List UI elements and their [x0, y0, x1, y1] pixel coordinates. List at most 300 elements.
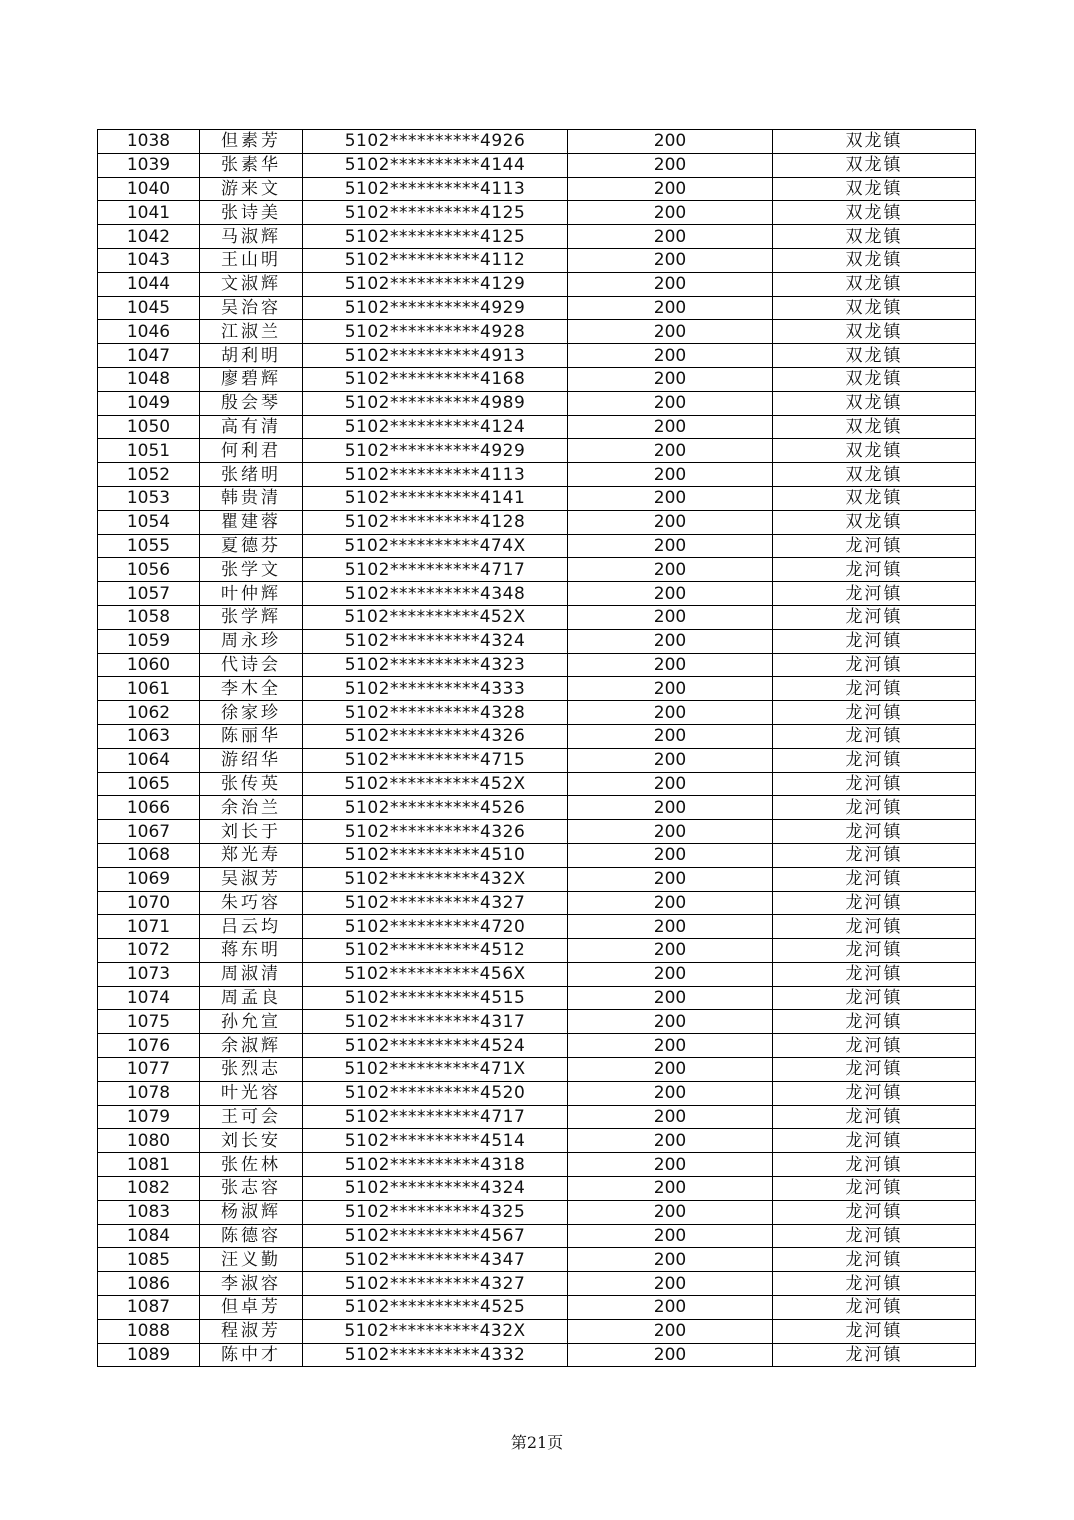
name-cell: 吕云均 — [200, 915, 303, 939]
serial-number-cell: 1059 — [98, 629, 200, 653]
table-row — [98, 605, 976, 629]
town-cell: 双龙镇 — [773, 320, 976, 344]
id-number-cell: 5102**********4317 — [303, 1010, 568, 1034]
name-cell: 殷会琴 — [200, 391, 303, 415]
name-cell: 周永珍 — [200, 629, 303, 653]
table-row — [98, 1319, 976, 1343]
name-cell: 何利君 — [200, 439, 303, 463]
town-cell: 双龙镇 — [773, 153, 976, 177]
table-row — [98, 510, 976, 534]
name-cell: 夏德芬 — [200, 534, 303, 558]
town-cell: 龙河镇 — [773, 629, 976, 653]
serial-number-cell: 1081 — [98, 1153, 200, 1177]
amount-cell: 200 — [568, 201, 773, 225]
town-cell: 龙河镇 — [773, 986, 976, 1010]
serial-number-cell: 1088 — [98, 1319, 200, 1343]
id-number-cell: 5102**********4144 — [303, 153, 568, 177]
town-cell: 龙河镇 — [773, 820, 976, 844]
town-cell: 龙河镇 — [773, 1034, 976, 1058]
name-cell: 蒋东明 — [200, 939, 303, 963]
id-number-cell: 5102**********4112 — [303, 248, 568, 272]
serial-number-cell: 1047 — [98, 344, 200, 368]
amount-cell: 200 — [568, 629, 773, 653]
table-row — [98, 1248, 976, 1272]
id-number-cell: 5102**********4929 — [303, 439, 568, 463]
table-row — [98, 367, 976, 391]
town-cell: 双龙镇 — [773, 391, 976, 415]
serial-number-cell: 1068 — [98, 843, 200, 867]
amount-cell: 200 — [568, 225, 773, 249]
amount-cell: 200 — [568, 1319, 773, 1343]
id-number-cell: 5102**********4348 — [303, 582, 568, 606]
serial-number-cell: 1041 — [98, 201, 200, 225]
id-number-cell: 5102**********4520 — [303, 1081, 568, 1105]
amount-cell: 200 — [568, 534, 773, 558]
name-cell: 陈中才 — [200, 1343, 303, 1367]
serial-number-cell: 1069 — [98, 867, 200, 891]
name-cell: 张烈志 — [200, 1058, 303, 1082]
amount-cell: 200 — [568, 510, 773, 534]
amount-cell: 200 — [568, 296, 773, 320]
town-cell: 龙河镇 — [773, 1224, 976, 1248]
table-row — [98, 1081, 976, 1105]
town-cell: 双龙镇 — [773, 367, 976, 391]
table-row — [98, 1058, 976, 1082]
serial-number-cell: 1044 — [98, 272, 200, 296]
table-row — [98, 701, 976, 725]
table-row — [98, 153, 976, 177]
table-row — [98, 486, 976, 510]
table-row — [98, 248, 976, 272]
serial-number-cell: 1089 — [98, 1343, 200, 1367]
id-number-cell: 5102**********4926 — [303, 130, 568, 154]
town-cell: 龙河镇 — [773, 843, 976, 867]
name-cell: 文淑辉 — [200, 272, 303, 296]
town-cell: 龙河镇 — [773, 1153, 976, 1177]
name-cell: 余淑辉 — [200, 1034, 303, 1058]
name-cell: 汪义勤 — [200, 1248, 303, 1272]
town-cell: 龙河镇 — [773, 1296, 976, 1320]
town-cell: 龙河镇 — [773, 701, 976, 725]
table-row — [98, 986, 976, 1010]
amount-cell: 200 — [568, 391, 773, 415]
serial-number-cell: 1066 — [98, 796, 200, 820]
id-number-cell: 5102**********4989 — [303, 391, 568, 415]
table-row — [98, 1272, 976, 1296]
amount-cell: 200 — [568, 724, 773, 748]
id-number-cell: 5102**********4318 — [303, 1153, 568, 1177]
town-cell: 双龙镇 — [773, 248, 976, 272]
table-row — [98, 272, 976, 296]
amount-cell: 200 — [568, 1081, 773, 1105]
amount-cell: 200 — [568, 486, 773, 510]
name-cell: 周淑清 — [200, 962, 303, 986]
name-cell: 吴治容 — [200, 296, 303, 320]
serial-number-cell: 1061 — [98, 677, 200, 701]
id-number-cell: 5102**********4526 — [303, 796, 568, 820]
table-row — [98, 629, 976, 653]
id-number-cell: 5102**********4327 — [303, 1272, 568, 1296]
town-cell: 龙河镇 — [773, 1319, 976, 1343]
serial-number-cell: 1073 — [98, 962, 200, 986]
town-cell: 双龙镇 — [773, 415, 976, 439]
name-cell: 刘长安 — [200, 1129, 303, 1153]
table-row — [98, 558, 976, 582]
amount-cell: 200 — [568, 415, 773, 439]
town-cell: 龙河镇 — [773, 1248, 976, 1272]
amount-cell: 200 — [568, 843, 773, 867]
name-cell: 但素芳 — [200, 130, 303, 154]
amount-cell: 200 — [568, 915, 773, 939]
table-row — [98, 1296, 976, 1320]
amount-cell: 200 — [568, 1010, 773, 1034]
table-row — [98, 748, 976, 772]
table-row — [98, 320, 976, 344]
serial-number-cell: 1040 — [98, 177, 200, 201]
table-row — [98, 1153, 976, 1177]
id-number-cell: 5102**********4567 — [303, 1224, 568, 1248]
town-cell: 龙河镇 — [773, 915, 976, 939]
town-cell: 双龙镇 — [773, 510, 976, 534]
id-number-cell: 5102**********4324 — [303, 1177, 568, 1201]
table-row — [98, 915, 976, 939]
amount-cell: 200 — [568, 1272, 773, 1296]
town-cell: 双龙镇 — [773, 130, 976, 154]
amount-cell: 200 — [568, 1058, 773, 1082]
amount-cell: 200 — [568, 986, 773, 1010]
name-cell: 张学辉 — [200, 605, 303, 629]
amount-cell: 200 — [568, 367, 773, 391]
town-cell: 龙河镇 — [773, 582, 976, 606]
name-cell: 张诗美 — [200, 201, 303, 225]
subsidy-roster-table — [97, 129, 976, 1367]
id-number-cell: 5102**********4928 — [303, 320, 568, 344]
town-cell: 龙河镇 — [773, 1177, 976, 1201]
id-number-cell: 5102**********4125 — [303, 225, 568, 249]
amount-cell: 200 — [568, 748, 773, 772]
serial-number-cell: 1076 — [98, 1034, 200, 1058]
town-cell: 双龙镇 — [773, 225, 976, 249]
amount-cell: 200 — [568, 1177, 773, 1201]
serial-number-cell: 1072 — [98, 939, 200, 963]
name-cell: 张绪明 — [200, 463, 303, 487]
serial-number-cell: 1086 — [98, 1272, 200, 1296]
id-number-cell: 5102**********4328 — [303, 701, 568, 725]
table-row — [98, 296, 976, 320]
name-cell: 张志容 — [200, 1177, 303, 1201]
amount-cell: 200 — [568, 1296, 773, 1320]
serial-number-cell: 1054 — [98, 510, 200, 534]
name-cell: 游绍华 — [200, 748, 303, 772]
id-number-cell: 5102**********432X — [303, 867, 568, 891]
name-cell: 李木全 — [200, 677, 303, 701]
name-cell: 周孟良 — [200, 986, 303, 1010]
amount-cell: 200 — [568, 1343, 773, 1367]
amount-cell: 200 — [568, 344, 773, 368]
amount-cell: 200 — [568, 772, 773, 796]
town-cell: 龙河镇 — [773, 1343, 976, 1367]
serial-number-cell: 1067 — [98, 820, 200, 844]
amount-cell: 200 — [568, 1034, 773, 1058]
name-cell: 但卓芳 — [200, 1296, 303, 1320]
table-row — [98, 1224, 976, 1248]
amount-cell: 200 — [568, 939, 773, 963]
table-row — [98, 867, 976, 891]
serial-number-cell: 1062 — [98, 701, 200, 725]
serial-number-cell: 1058 — [98, 605, 200, 629]
name-cell: 吴淑芳 — [200, 867, 303, 891]
table-row — [98, 201, 976, 225]
serial-number-cell: 1079 — [98, 1105, 200, 1129]
table-row — [98, 962, 976, 986]
town-cell: 龙河镇 — [773, 939, 976, 963]
table-row — [98, 843, 976, 867]
id-number-cell: 5102**********4514 — [303, 1129, 568, 1153]
town-cell: 龙河镇 — [773, 748, 976, 772]
town-cell: 龙河镇 — [773, 724, 976, 748]
town-cell: 双龙镇 — [773, 439, 976, 463]
id-number-cell: 5102**********452X — [303, 605, 568, 629]
id-number-cell: 5102**********4125 — [303, 201, 568, 225]
town-cell: 龙河镇 — [773, 1010, 976, 1034]
name-cell: 陈德容 — [200, 1224, 303, 1248]
amount-cell: 200 — [568, 701, 773, 725]
amount-cell: 200 — [568, 558, 773, 582]
serial-number-cell: 1060 — [98, 653, 200, 677]
name-cell: 孙允宣 — [200, 1010, 303, 1034]
serial-number-cell: 1057 — [98, 582, 200, 606]
id-number-cell: 5102**********4717 — [303, 558, 568, 582]
amount-cell: 200 — [568, 463, 773, 487]
town-cell: 龙河镇 — [773, 677, 976, 701]
name-cell: 韩贵清 — [200, 486, 303, 510]
id-number-cell: 5102**********4124 — [303, 415, 568, 439]
town-cell: 龙河镇 — [773, 796, 976, 820]
town-cell: 龙河镇 — [773, 1200, 976, 1224]
amount-cell: 200 — [568, 130, 773, 154]
id-number-cell: 5102**********474X — [303, 534, 568, 558]
table-row — [98, 1343, 976, 1367]
serial-number-cell: 1078 — [98, 1081, 200, 1105]
id-number-cell: 5102**********4129 — [303, 272, 568, 296]
table-row — [98, 534, 976, 558]
table-row — [98, 225, 976, 249]
town-cell: 龙河镇 — [773, 1272, 976, 1296]
table-row — [98, 677, 976, 701]
table-row — [98, 582, 976, 606]
serial-number-cell: 1048 — [98, 367, 200, 391]
name-cell: 陈丽华 — [200, 724, 303, 748]
town-cell: 双龙镇 — [773, 296, 976, 320]
name-cell: 李淑容 — [200, 1272, 303, 1296]
serial-number-cell: 1082 — [98, 1177, 200, 1201]
id-number-cell: 5102**********4913 — [303, 344, 568, 368]
id-number-cell: 5102**********4720 — [303, 915, 568, 939]
town-cell: 龙河镇 — [773, 653, 976, 677]
table-row — [98, 415, 976, 439]
id-number-cell: 5102**********4113 — [303, 177, 568, 201]
amount-cell: 200 — [568, 796, 773, 820]
id-number-cell: 5102**********4510 — [303, 843, 568, 867]
name-cell: 江淑兰 — [200, 320, 303, 344]
table-row — [98, 653, 976, 677]
id-number-cell: 5102**********4333 — [303, 677, 568, 701]
id-number-cell: 5102**********4327 — [303, 891, 568, 915]
serial-number-cell: 1045 — [98, 296, 200, 320]
id-number-cell: 5102**********4324 — [303, 629, 568, 653]
serial-number-cell: 1087 — [98, 1296, 200, 1320]
table-row — [98, 463, 976, 487]
amount-cell: 200 — [568, 582, 773, 606]
name-cell: 张素华 — [200, 153, 303, 177]
id-number-cell: 5102**********4141 — [303, 486, 568, 510]
name-cell: 张传英 — [200, 772, 303, 796]
id-number-cell: 5102**********4929 — [303, 296, 568, 320]
amount-cell: 200 — [568, 320, 773, 344]
serial-number-cell: 1074 — [98, 986, 200, 1010]
town-cell: 龙河镇 — [773, 1058, 976, 1082]
table-row — [98, 1105, 976, 1129]
serial-number-cell: 1084 — [98, 1224, 200, 1248]
serial-number-cell: 1049 — [98, 391, 200, 415]
serial-number-cell: 1038 — [98, 130, 200, 154]
amount-cell: 200 — [568, 272, 773, 296]
name-cell: 叶仲辉 — [200, 582, 303, 606]
table-row — [98, 891, 976, 915]
name-cell: 胡利明 — [200, 344, 303, 368]
town-cell: 双龙镇 — [773, 177, 976, 201]
town-cell: 龙河镇 — [773, 962, 976, 986]
amount-cell: 200 — [568, 653, 773, 677]
amount-cell: 200 — [568, 867, 773, 891]
serial-number-cell: 1083 — [98, 1200, 200, 1224]
table-row — [98, 1034, 976, 1058]
serial-number-cell: 1085 — [98, 1248, 200, 1272]
id-number-cell: 5102**********4128 — [303, 510, 568, 534]
serial-number-cell: 1043 — [98, 248, 200, 272]
name-cell: 叶光容 — [200, 1081, 303, 1105]
page-number: 第21页 — [510, 1433, 564, 1452]
serial-number-cell: 1065 — [98, 772, 200, 796]
table-row — [98, 177, 976, 201]
serial-number-cell: 1050 — [98, 415, 200, 439]
serial-number-cell: 1075 — [98, 1010, 200, 1034]
id-number-cell: 5102**********4512 — [303, 939, 568, 963]
table-row — [98, 1010, 976, 1034]
name-cell: 游来文 — [200, 177, 303, 201]
id-number-cell: 5102**********432X — [303, 1319, 568, 1343]
id-number-cell: 5102**********4113 — [303, 463, 568, 487]
serial-number-cell: 1046 — [98, 320, 200, 344]
name-cell: 刘长于 — [200, 820, 303, 844]
table-row — [98, 130, 976, 154]
amount-cell: 200 — [568, 891, 773, 915]
town-cell: 双龙镇 — [773, 486, 976, 510]
amount-cell: 200 — [568, 1105, 773, 1129]
town-cell: 龙河镇 — [773, 891, 976, 915]
table-row — [98, 724, 976, 748]
serial-number-cell: 1051 — [98, 439, 200, 463]
town-cell: 龙河镇 — [773, 1081, 976, 1105]
town-cell: 双龙镇 — [773, 272, 976, 296]
id-number-cell: 5102**********456X — [303, 962, 568, 986]
table-row — [98, 439, 976, 463]
table-row — [98, 1200, 976, 1224]
name-cell: 程淑芳 — [200, 1319, 303, 1343]
table-row — [98, 1177, 976, 1201]
serial-number-cell: 1077 — [98, 1058, 200, 1082]
id-number-cell: 5102**********4326 — [303, 724, 568, 748]
serial-number-cell: 1070 — [98, 891, 200, 915]
amount-cell: 200 — [568, 248, 773, 272]
table-row — [98, 939, 976, 963]
town-cell: 双龙镇 — [773, 201, 976, 225]
serial-number-cell: 1063 — [98, 724, 200, 748]
id-number-cell: 5102**********4323 — [303, 653, 568, 677]
name-cell: 瞿建蓉 — [200, 510, 303, 534]
id-number-cell: 5102**********4515 — [303, 986, 568, 1010]
table-row — [98, 820, 976, 844]
id-number-cell: 5102**********4326 — [303, 820, 568, 844]
serial-number-cell: 1055 — [98, 534, 200, 558]
id-number-cell: 5102**********4332 — [303, 1343, 568, 1367]
name-cell: 朱巧容 — [200, 891, 303, 915]
name-cell: 余治兰 — [200, 796, 303, 820]
name-cell: 高有清 — [200, 415, 303, 439]
table-row — [98, 344, 976, 368]
serial-number-cell: 1080 — [98, 1129, 200, 1153]
amount-cell: 200 — [568, 153, 773, 177]
amount-cell: 200 — [568, 677, 773, 701]
serial-number-cell: 1071 — [98, 915, 200, 939]
amount-cell: 200 — [568, 820, 773, 844]
name-cell: 马淑辉 — [200, 225, 303, 249]
name-cell: 王可会 — [200, 1105, 303, 1129]
table-row — [98, 391, 976, 415]
name-cell: 徐家珍 — [200, 701, 303, 725]
serial-number-cell: 1052 — [98, 463, 200, 487]
name-cell: 张学文 — [200, 558, 303, 582]
id-number-cell: 5102**********4168 — [303, 367, 568, 391]
name-cell: 张佐林 — [200, 1153, 303, 1177]
id-number-cell: 5102**********471X — [303, 1058, 568, 1082]
amount-cell: 200 — [568, 1224, 773, 1248]
id-number-cell: 5102**********4524 — [303, 1034, 568, 1058]
name-cell: 郑光寿 — [200, 843, 303, 867]
amount-cell: 200 — [568, 1248, 773, 1272]
serial-number-cell: 1039 — [98, 153, 200, 177]
town-cell: 龙河镇 — [773, 1129, 976, 1153]
serial-number-cell: 1056 — [98, 558, 200, 582]
amount-cell: 200 — [568, 177, 773, 201]
amount-cell: 200 — [568, 1129, 773, 1153]
amount-cell: 200 — [568, 605, 773, 629]
town-cell: 龙河镇 — [773, 772, 976, 796]
town-cell: 双龙镇 — [773, 344, 976, 368]
town-cell: 龙河镇 — [773, 867, 976, 891]
amount-cell: 200 — [568, 1153, 773, 1177]
serial-number-cell: 1064 — [98, 748, 200, 772]
table-row — [98, 772, 976, 796]
serial-number-cell: 1053 — [98, 486, 200, 510]
town-cell: 龙河镇 — [773, 534, 976, 558]
table-row — [98, 796, 976, 820]
id-number-cell: 5102**********452X — [303, 772, 568, 796]
name-cell: 杨淑辉 — [200, 1200, 303, 1224]
id-number-cell: 5102**********4715 — [303, 748, 568, 772]
amount-cell: 200 — [568, 439, 773, 463]
table-row — [98, 1129, 976, 1153]
